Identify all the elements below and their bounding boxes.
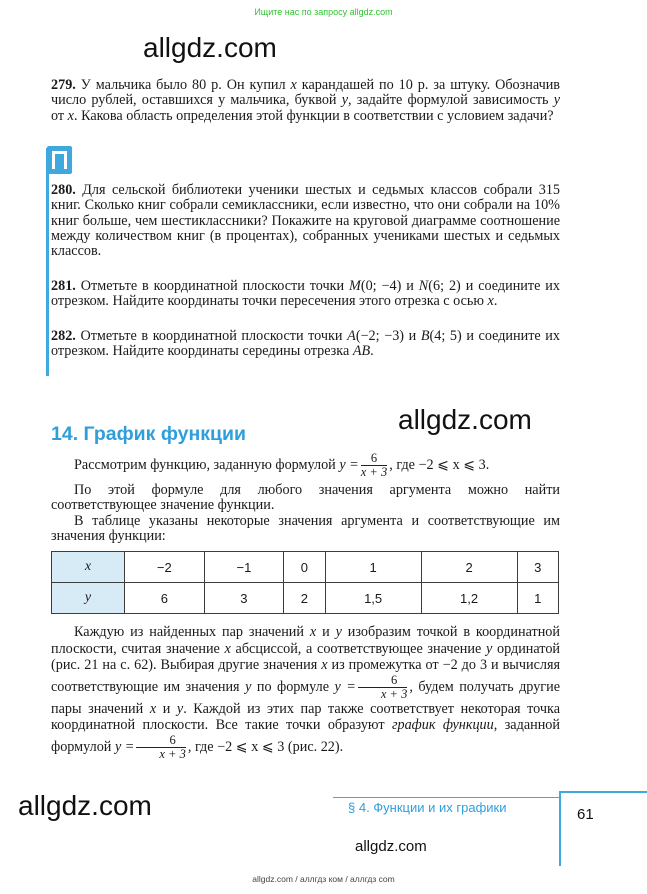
table-cell: 6 (125, 583, 205, 614)
table-cell: 3 (517, 552, 558, 583)
table-cell: 1,5 (325, 583, 421, 614)
intro-paragraph-1: Рассмотрим функцию, заданную формулой y = $\frac{6}{x + 3}$ , где −2 ⩽ x ⩽ 3. (74, 451, 490, 479)
term-graph-function: график функции (391, 717, 494, 733)
exercise-number: 281. (51, 278, 76, 294)
table-cell: 2 (284, 583, 325, 614)
exercise-279: 279. У мальчика было 80 р. Он купил x карандашей по 10 р. за штуку. Обозначив число рублей, оставшихся у мальчика, буквой y, задайте формулой зависимость y от x. Какова область определения этой функции в соответствии с условием задачи? (51, 77, 561, 124)
page-number: 61 (577, 806, 594, 823)
watermark-middle: allgdz.com (398, 404, 532, 435)
footer-section-title: § 4. Функции и их графики (348, 800, 507, 815)
table-header-y: y (52, 583, 125, 614)
exercise-282: 282. Отметьте в координатной плоскости точки A(−2; −3) и B(4; 5) и соедините их отрезком. Найдите координаты середины отрезка AB. (51, 328, 560, 360)
exercise-number: 280. (51, 182, 76, 198)
repeat-section-bar (46, 148, 49, 376)
exercise-280: 280. Для сельской библиотеки ученики шестых и седьмых классов собрали 315 книг. Сколько книг собрали семиклассники, если известно, что они собрали на 10% книг больше, чем шестиклассники? Покажите на круговой диаграмме соотношение между количеством книг (в процентах), собранных учениками шестых и седьмых классов. (51, 182, 561, 260)
values-table (51, 551, 559, 614)
formula-fraction: $\frac{6}{x + 3}$ (136, 734, 185, 761)
exercise-number: 279. (51, 77, 76, 93)
exercise-281: 281. Отметьте в координатной плоскости точки M(0; −4) и N(6; 2) и соедините их отрезком. Найдите координаты точки пересечения этого отрезка с осью x. (51, 278, 560, 310)
table-cell: 1 (325, 552, 421, 583)
intro-paragraph-3: В таблице указаны некоторые значения аргумента и соответствующие им значения функции: (51, 513, 560, 545)
watermark-bottom-center: allgdz.com (355, 838, 427, 855)
watermark-bottom-left: allgdz.com (18, 790, 152, 821)
table-row-x (52, 552, 559, 583)
table-cell: 2 (421, 552, 517, 583)
table-cell: −2 (125, 552, 205, 583)
table-cell: 3 (204, 583, 284, 614)
table-cell: 1,2 (421, 583, 517, 614)
intro-paragraph-2: По этой формуле для любого значения аргумента можно найти соответствующее значение функции. (51, 482, 560, 514)
formula-fraction: $\frac{6}{x + 3}$ (360, 451, 388, 479)
section-heading: 14. График функции (51, 423, 246, 445)
exercise-number: 282. (51, 328, 76, 344)
table-cell: −1 (204, 552, 284, 583)
formula-lhs: y = (339, 456, 359, 473)
table-header-x: x (52, 552, 125, 583)
table-cell: 0 (284, 552, 325, 583)
p-letter-icon (52, 151, 67, 169)
formula-fraction: $\frac{6}{x + 3}$ (358, 674, 407, 701)
page-number-box (559, 791, 647, 866)
footer-note[interactable]: allgdz.com / аллгдз ком / аллгдз com (252, 874, 395, 884)
footer-rule (333, 797, 559, 798)
body-paragraph: Каждую из найденных пар значений x и y изобразим точкой в координатной плоскости, считая значение x абсциссой, а соответствующее значение y ординатой (рис. 21 на с. 62). Выбирая другие значения x из промежутка от −2 до 3 и вычисляя соответствующие им значения y по формуле y = $\frac{6}{x + 3}$ , будем получать другие пары значений x и y. Каждой из этих пар также соответствует некоторая точка координатной плоскости. Все такие точки образуют график функции, заданной формулой y = $\frac{6}{x + 3}$ , где −2 ⩽ x ⩽ 3 (рис. 22). (51, 624, 561, 761)
table-row-y (52, 583, 559, 614)
table-cell: 1 (517, 583, 558, 614)
header-note[interactable]: Ищите нас по запросу allgdz.com (254, 7, 393, 17)
watermark-top: allgdz.com (143, 32, 277, 63)
